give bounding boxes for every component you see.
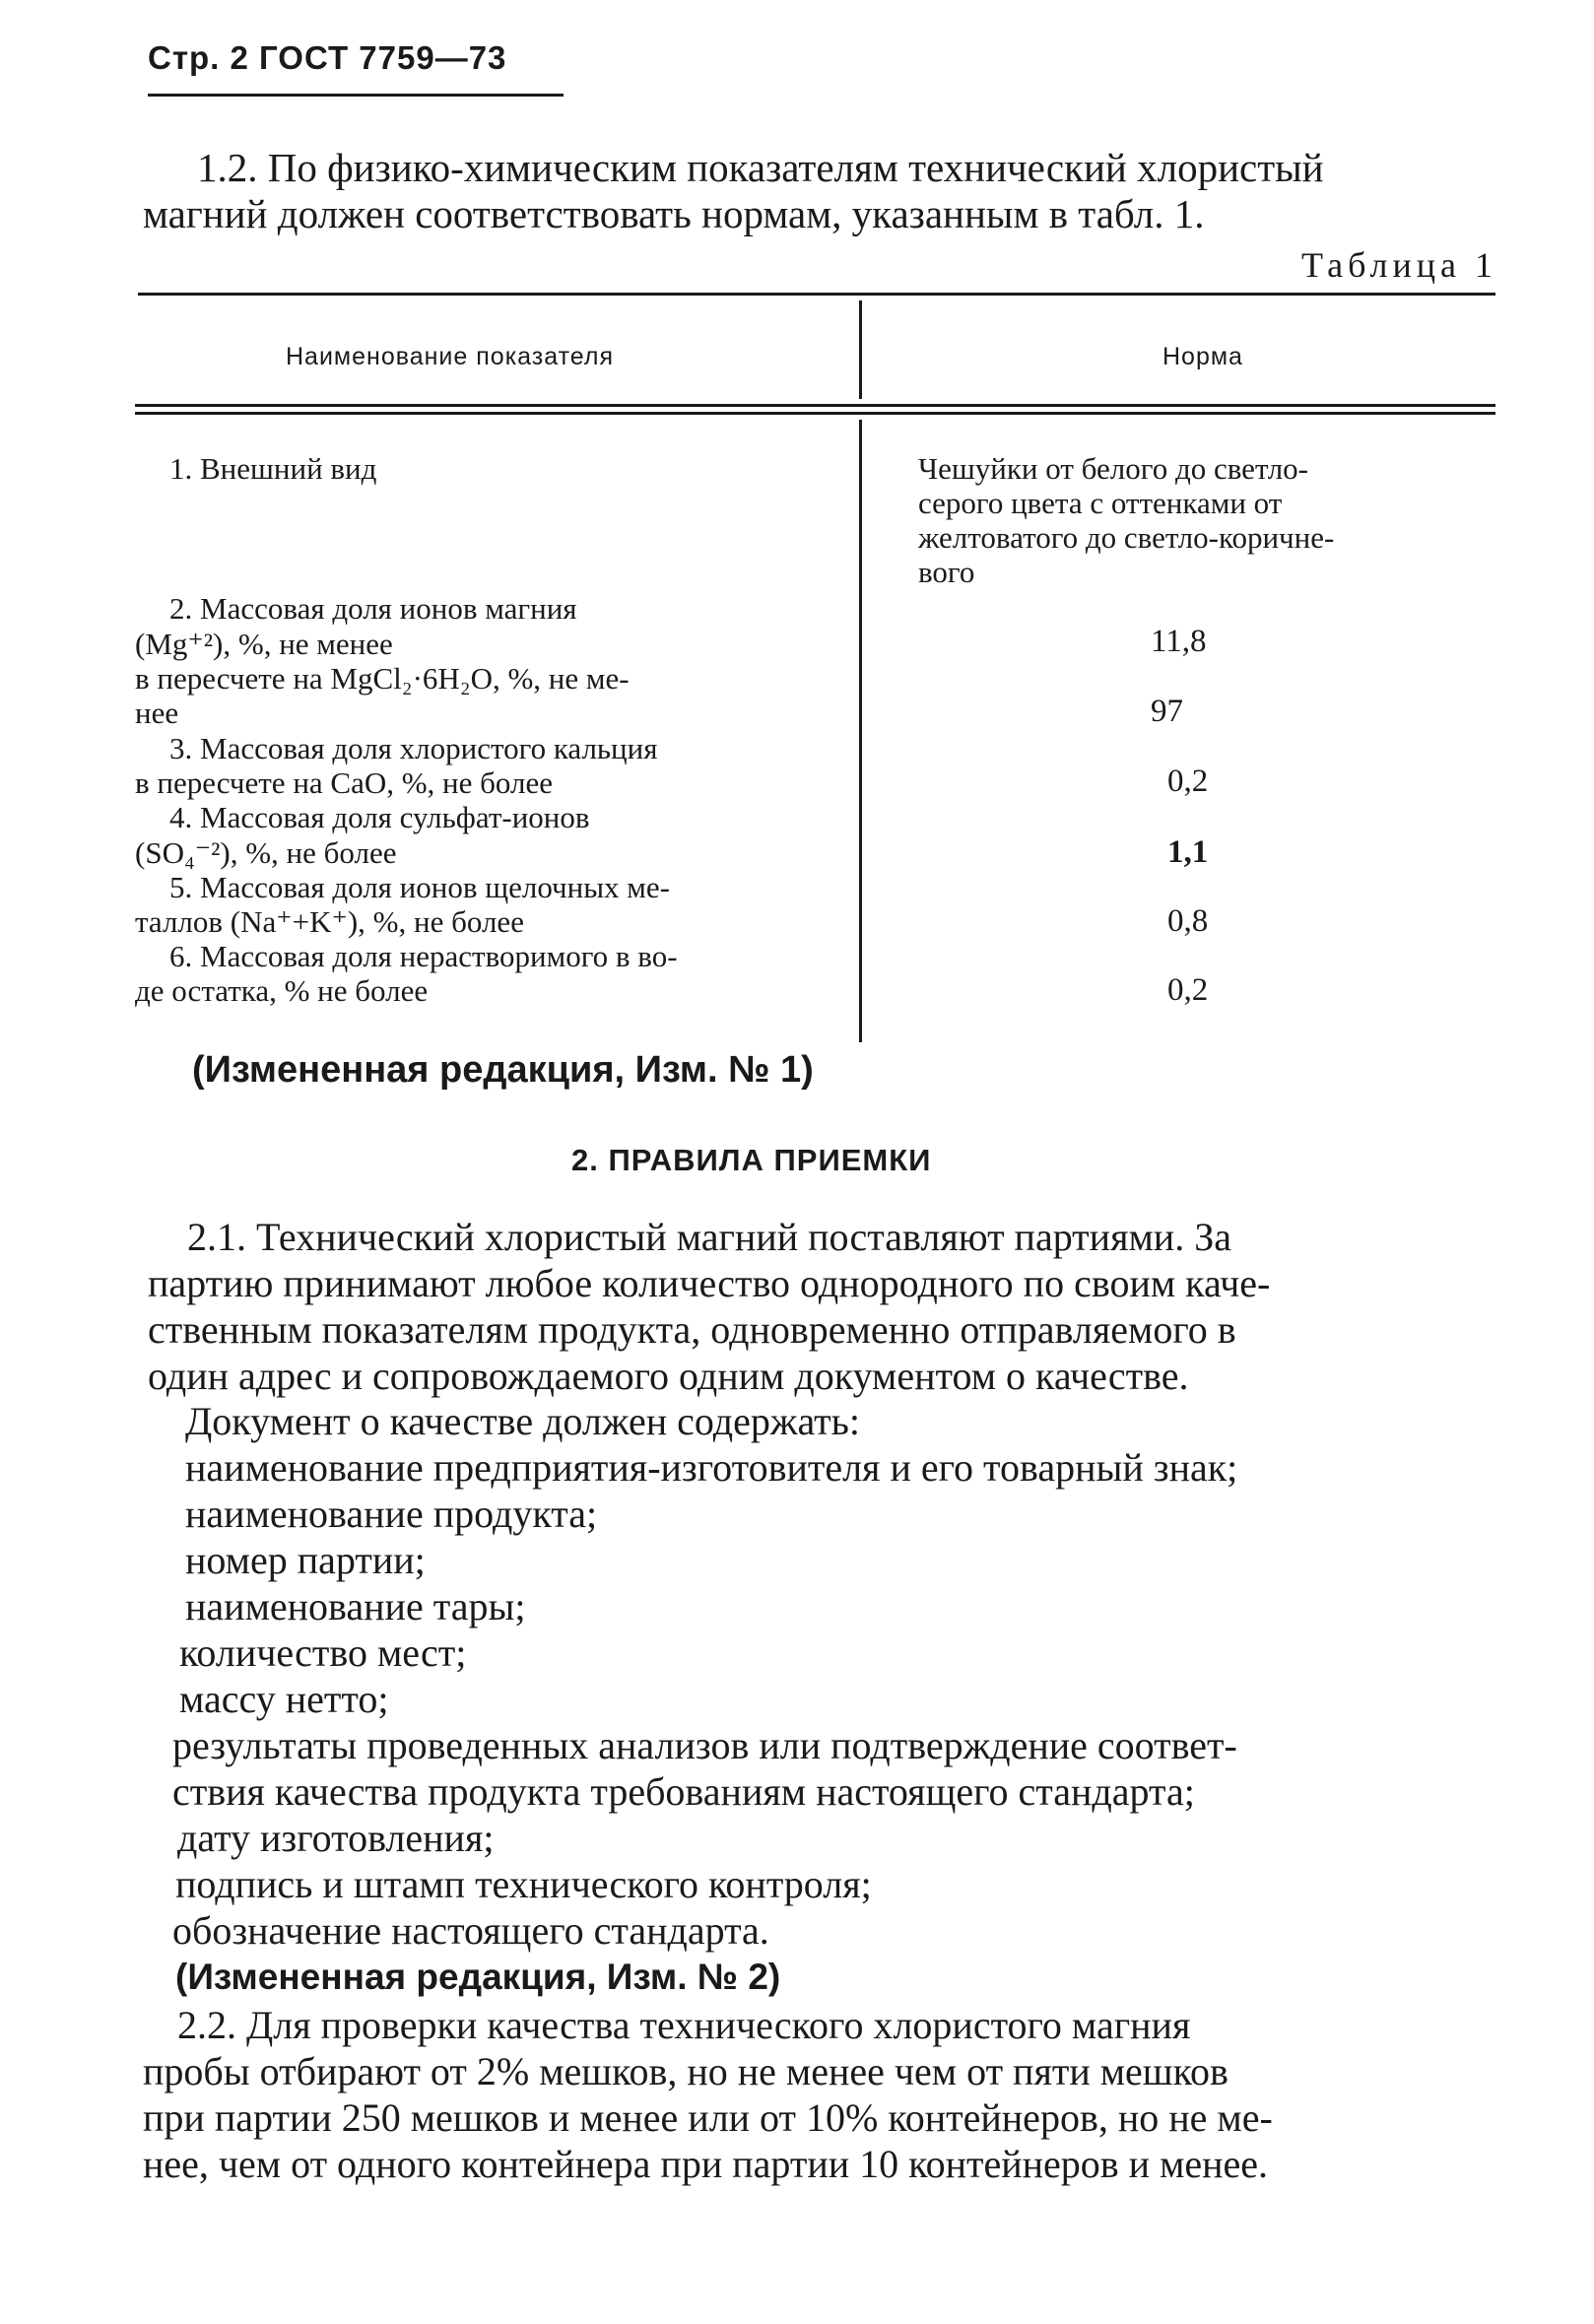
row-4-value: 1,1 bbox=[1167, 834, 1209, 870]
doc-item-net-mass: массу нетто; bbox=[179, 1677, 389, 1721]
amendment-note-1: (Измененная редакция, Изм. № 1) bbox=[192, 1049, 814, 1091]
table-header-divider bbox=[859, 300, 862, 399]
doc-item-product-name: наименование продукта; bbox=[185, 1492, 598, 1536]
paragraph-2-2-line-2: пробы отбирают от 2% мешков, но не менее чем от пяти мешков bbox=[143, 2049, 1229, 2093]
row-1-name: 1. Внешний вид bbox=[169, 451, 377, 486]
paragraph-2-1-line-2: партию принимают любое количество однородного по своим каче- bbox=[148, 1261, 1271, 1305]
row-5-name-line-2: таллов (Na⁺+K⁺), %, не более bbox=[135, 904, 524, 939]
doc-item-package-count: количество мест; bbox=[179, 1630, 467, 1675]
doc-content-intro: Документ о качестве должен содержать: bbox=[185, 1399, 861, 1443]
column-header-name: Наименование показателя bbox=[286, 343, 614, 370]
paragraph-2-2-line-4: нее, чем от одного контейнера при партии 10 контейнеров и менее. bbox=[143, 2142, 1269, 2186]
table-header-rule-2 bbox=[135, 412, 1495, 415]
row-2-name-line-3: в пересчете на MgCl₂·6H₂O, %, не ме- bbox=[135, 661, 630, 696]
column-header-norm: Норма bbox=[1162, 343, 1243, 370]
row-5-name-line-1: 5. Массовая доля ионов щелочных ме- bbox=[169, 870, 671, 904]
paragraph-1-2-line-2: магний должен соответствовать нормам, указанным в табл. 1. bbox=[143, 191, 1205, 236]
doc-item-container-name: наименование тары; bbox=[185, 1584, 526, 1628]
table-header-rule-1 bbox=[135, 404, 1495, 407]
doc-item-standard-designation: обозначение настоящего стандарта. bbox=[172, 1908, 769, 1953]
row-2-value-mgcl2: 97 bbox=[1151, 694, 1183, 729]
row-2-name-line-4: нее bbox=[135, 696, 179, 730]
doc-item-signature-stamp: подпись и штамп технического контроля; bbox=[175, 1862, 872, 1906]
paragraph-1-2-line-1: 1.2. По физико-химическим показателям технический хлористый bbox=[197, 145, 1324, 190]
doc-item-results-line-1: результаты проведенных анализов или подтверждение соответ- bbox=[172, 1723, 1237, 1767]
table-body-divider bbox=[859, 420, 862, 1042]
paragraph-2-1-line-3: ственным показателям продукта, одновременно отправляемого в bbox=[148, 1307, 1236, 1352]
row-6-name-line-1: 6. Массовая доля нерастворимого в во- bbox=[169, 939, 678, 973]
doc-item-manufacture-date: дату изготовления; bbox=[177, 1816, 495, 1860]
header-rule bbox=[148, 94, 564, 97]
row-6-value: 0,2 bbox=[1167, 972, 1209, 1008]
row-6-name-line-2: де остатка, % не более bbox=[135, 973, 429, 1008]
row-4-name-line-2: (SO₄⁻²), %, не более bbox=[135, 835, 397, 870]
row-2-name-line-2: (Mg⁺²), %, не менее bbox=[135, 627, 393, 661]
amendment-note-2: (Измененная редакция, Изм. № 2) bbox=[175, 1957, 781, 1997]
row-1-norm-line-4: вого bbox=[918, 555, 975, 589]
paragraph-2-2-line-1: 2.2. Для проверки качества технического хлористого магния bbox=[177, 2003, 1191, 2047]
row-4-name-line-1: 4. Массовая доля сульфат-ионов bbox=[169, 800, 590, 834]
row-5-value: 0,8 bbox=[1167, 903, 1209, 939]
paragraph-2-2-line-3: при партии 250 мешков и менее или от 10% контейнеров, но не ме- bbox=[143, 2095, 1273, 2140]
section-2-title: 2. ПРАВИЛА ПРИЕМКИ bbox=[571, 1143, 932, 1177]
row-2-name-line-1: 2. Массовая доля ионов магния bbox=[169, 591, 577, 626]
table-top-rule bbox=[138, 293, 1495, 296]
row-3-value: 0,2 bbox=[1167, 764, 1209, 799]
paragraph-2-1-line-1: 2.1. Технический хлористый магний поставляют партиями. За bbox=[187, 1215, 1231, 1259]
row-2-value-mg: 11,8 bbox=[1151, 624, 1207, 659]
row-1-norm-line-1: Чешуйки от белого до светло- bbox=[918, 451, 1309, 486]
doc-item-manufacturer: наименование предприятия-изготовителя и его товарный знак; bbox=[185, 1445, 1238, 1490]
table-caption: Таблица 1 bbox=[1301, 245, 1497, 285]
row-3-name-line-1: 3. Массовая доля хлористого кальция bbox=[169, 731, 658, 765]
page-header: Стр. 2 ГОСТ 7759—73 bbox=[148, 39, 507, 76]
doc-item-batch-number: номер партии; bbox=[185, 1538, 426, 1582]
row-3-name-line-2: в пересчете на CaO, %, не более bbox=[135, 765, 554, 800]
row-1-norm-line-2: серого цвета с оттенками от bbox=[918, 486, 1283, 520]
paragraph-2-1-line-4: один адрес и сопровождаемого одним документом о качестве. bbox=[148, 1354, 1189, 1398]
row-1-norm-line-3: желтоватого до светло-коричне- bbox=[918, 520, 1335, 555]
doc-item-results-line-2: ствия качества продукта требованиям настоящего стандарта; bbox=[172, 1769, 1195, 1814]
